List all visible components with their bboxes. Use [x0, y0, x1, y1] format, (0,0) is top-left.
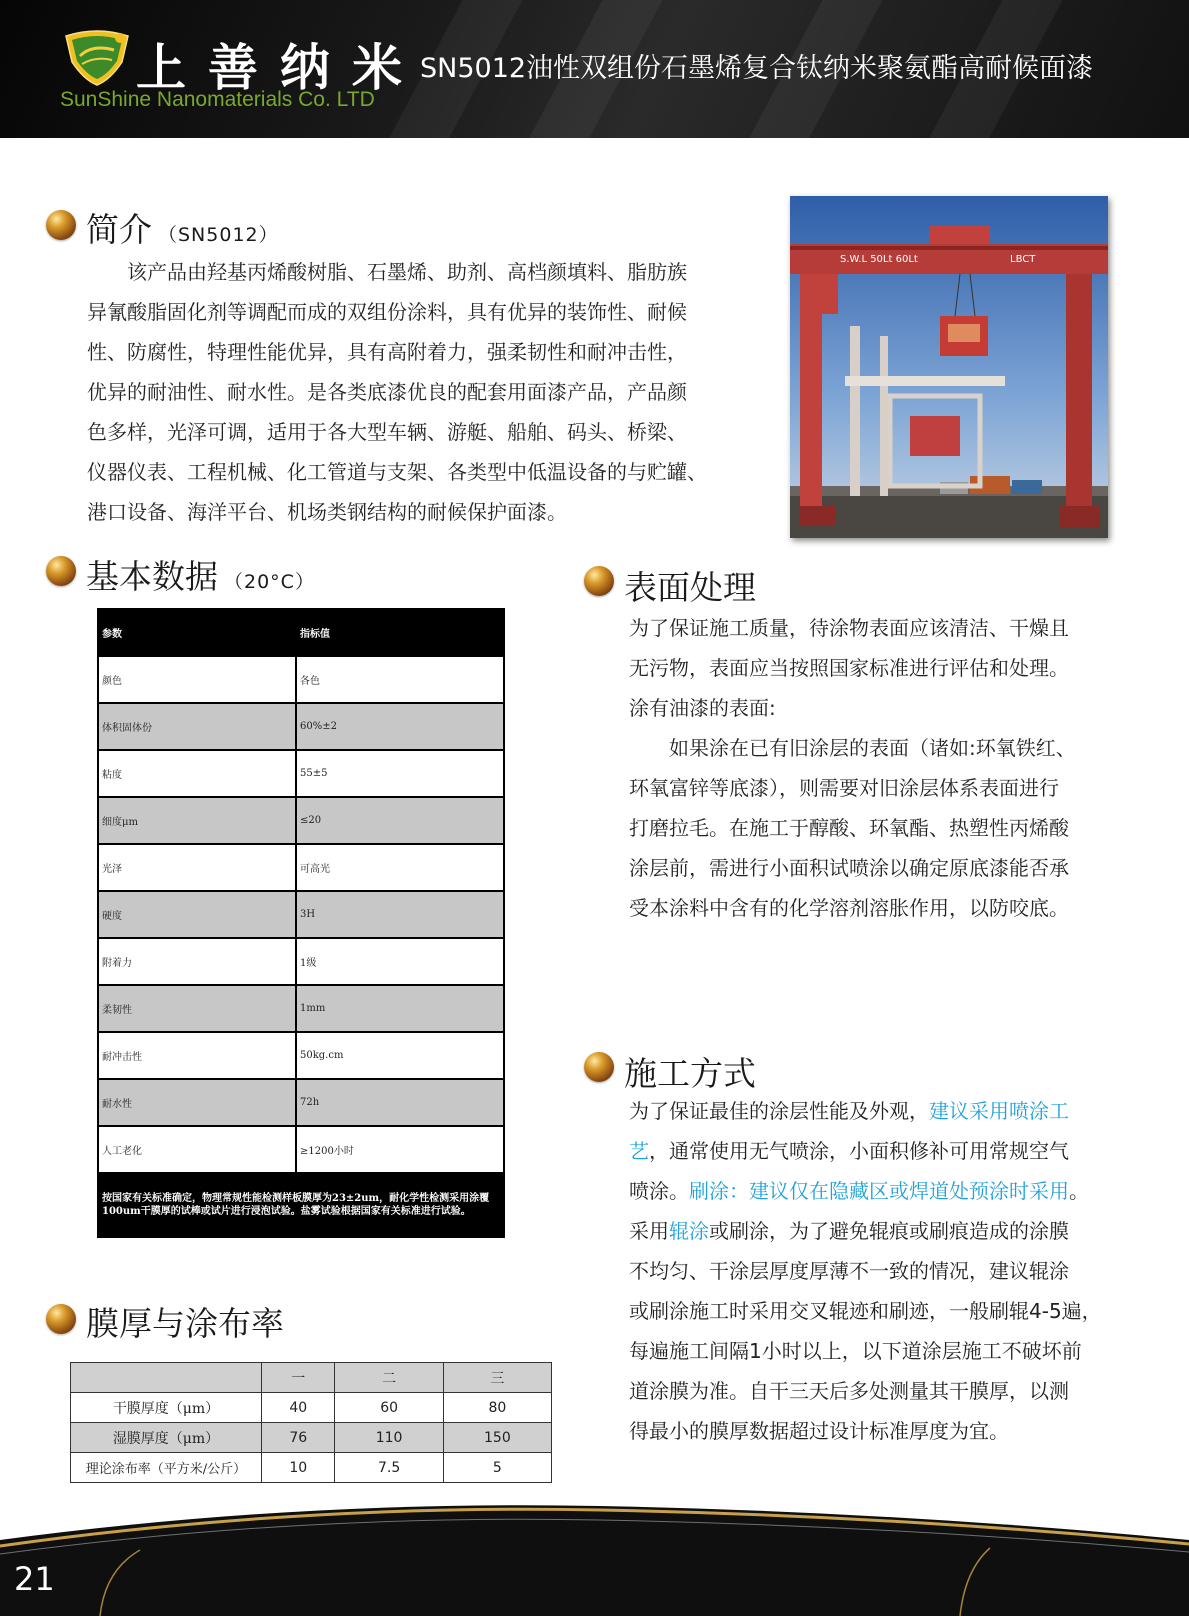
header-cell: 三 — [443, 1363, 551, 1393]
product-title: SN5012油性双组份石墨烯复合钛纳米聚氨酯高耐候面漆 — [420, 53, 1094, 84]
basic-temp: （20°C） — [224, 571, 315, 593]
value-cell: 110 — [335, 1423, 443, 1453]
value-cell: 5 — [443, 1453, 551, 1483]
surface-line: 受本涂料中含有的化学溶剂溶胀作用，以防咬底。 — [629, 896, 1069, 920]
table-row — [98, 1079, 504, 1126]
intro-line: 性、防腐性，特理性能优异，具有高附着力，强柔韧性和耐冲击性， — [87, 340, 687, 364]
value-cell: 10 — [262, 1453, 335, 1483]
method-line: 道涂膜为准。自干三天后多处测量其干膜厚，以测 — [629, 1379, 1069, 1403]
intro-line: 异氰酸脂固化剂等调配而成的双组份涂料，具有优异的装饰性、耐候 — [87, 300, 687, 324]
value-cell: 72h — [296, 1079, 504, 1126]
gold-bullet-icon — [46, 1304, 76, 1334]
param-cell: 耐冲击性 — [98, 1032, 296, 1079]
row-label: 湿膜厚度（μm） — [71, 1423, 262, 1453]
table-row — [71, 1393, 552, 1423]
table-row — [98, 703, 504, 750]
value-cell: 55±5 — [296, 750, 504, 797]
row-label: 干膜厚度（μm） — [71, 1393, 262, 1423]
param-cell: 细度μm — [98, 797, 296, 844]
value-cell: 可高光 — [296, 844, 504, 891]
surface-line: 如果涂在已有旧涂层的表面（诸如:环氧铁红、 — [629, 736, 1076, 760]
method-text: ，通常使用无气喷涂，小面积修补可用常规空气 — [649, 1139, 1069, 1163]
value-cell: 80 — [443, 1393, 551, 1423]
method-line — [629, 1211, 1129, 1251]
param-cell: 耐水性 — [98, 1079, 296, 1126]
param-cell: 人工老化 — [98, 1126, 296, 1173]
value-cell: 150 — [443, 1423, 551, 1453]
surface-paragraph — [629, 608, 1129, 928]
method-text: 或刷涂，为了避免辊痕或刷痕造成的涂膜 — [709, 1219, 1069, 1243]
param-cell: 颜色 — [98, 656, 296, 703]
method-highlight: 辊涂 — [669, 1219, 709, 1243]
brand-name-cn: 上善纳米 — [136, 38, 424, 97]
method-paragraph — [629, 1091, 1129, 1451]
film-title: 膜厚与涂布率 — [86, 1304, 284, 1343]
gold-bullet-icon — [46, 556, 76, 586]
method-text: 喷涂。 — [629, 1179, 689, 1203]
table-row — [98, 656, 504, 703]
header-cell: 二 — [335, 1363, 443, 1393]
value-cell: 7.5 — [335, 1453, 443, 1483]
param-cell: 柔韧性 — [98, 985, 296, 1032]
method-highlight: 艺 — [629, 1139, 649, 1163]
header-bar — [0, 0, 1189, 138]
value-cell: 60%±2 — [296, 703, 504, 750]
basic-heading — [86, 551, 315, 598]
brand-name-en: SunShine Nanomaterials Co. LTD — [60, 88, 375, 111]
param-cell: 粘度 — [98, 750, 296, 797]
method-title: 施工方式 — [624, 1054, 756, 1093]
value-cell: 60 — [335, 1393, 443, 1423]
table-row — [98, 891, 504, 938]
row-label: 理论涂布率（平方米/公斤） — [71, 1453, 262, 1483]
table-row — [98, 1126, 504, 1173]
port-crane-photo — [790, 196, 1108, 538]
svg-text:S.W.L 50Lt 60Lt: S.W.L 50Lt 60Lt — [840, 254, 918, 265]
intro-code: （SN5012） — [158, 224, 279, 246]
value-cell: 50kg.cm — [296, 1032, 504, 1079]
value-cell: 1级 — [296, 938, 504, 985]
header-cell — [71, 1363, 262, 1393]
intro-line: 该产品由羟基丙烯酸树脂、石墨烯、助剂、高档颜填料、脂肪族 — [87, 260, 687, 284]
intro-line: 港口设备、海洋平台、机场类钢结构的耐候保护面漆。 — [87, 500, 567, 524]
shield-logo-icon — [62, 28, 132, 86]
table-note: 按国家有关标准确定，物理常规性能检测样板膜厚为23±2um，耐化学性检测采用涂覆100um干膜厚的试棒或试片进行浸泡试验。盐雾试验根据国家有关标准进行试验。 — [98, 1173, 504, 1237]
table-row — [98, 750, 504, 797]
intro-line: 色多样，光泽可调，适用于各大型车辆、游艇、船舶、码头、桥梁、 — [87, 420, 687, 444]
value-cell: 76 — [262, 1423, 335, 1453]
param-cell: 附着力 — [98, 938, 296, 985]
method-line: 或刷涂施工时采用交叉辊迹和刷迹，一般刷辊4-5遍， — [629, 1299, 1102, 1323]
method-line: 每遍施工间隔1小时以上，以下道涂层施工不破坏前 — [629, 1339, 1082, 1363]
intro-paragraph — [87, 252, 767, 532]
header-cell: 参数 — [98, 609, 296, 656]
method-line — [629, 1171, 1129, 1211]
table-row — [98, 797, 504, 844]
table-row — [98, 844, 504, 891]
method-text: 为了保证最佳的涂层性能及外观， — [629, 1099, 929, 1123]
svg-text:LBCT: LBCT — [1010, 254, 1036, 265]
value-cell: ≥1200小时 — [296, 1126, 504, 1173]
intro-line: 仪器仪表、工程机械、化工管道与支架、各类型中低温设备的与贮罐、 — [87, 460, 707, 484]
value-cell: 各色 — [296, 656, 504, 703]
surface-line: 无污物，表面应当按照国家标准进行评估和处理。 — [629, 656, 1069, 680]
param-cell: 光泽 — [98, 844, 296, 891]
value-cell: 1mm — [296, 985, 504, 1032]
crane-illustration — [790, 196, 1108, 538]
method-highlight: 建议采用喷涂工 — [929, 1099, 1069, 1123]
surface-line: 打磨拉毛。在施工于醇酸、环氧酯、热塑性丙烯酸 — [629, 816, 1069, 840]
value-cell: ≤20 — [296, 797, 504, 844]
intro-line: 优异的耐油性、耐水性。是各类底漆优良的配套用面漆产品，产品颜 — [87, 380, 687, 404]
table-row — [98, 938, 504, 985]
gold-bullet-icon — [584, 1052, 614, 1082]
surface-line: 涂有油漆的表面: — [629, 696, 776, 720]
intro-heading — [86, 204, 279, 251]
method-highlight: 刷涂：建议仅在隐藏区或焊道处预涂时采用 — [689, 1179, 1069, 1203]
surface-line: 环氧富锌等底漆），则需要对旧涂层体系表面进行 — [629, 776, 1059, 800]
method-text: 采用 — [629, 1219, 669, 1243]
header-cell: 指标值 — [296, 609, 504, 656]
surface-line: 涂层前，需进行小面积试喷涂以确定原底漆能否承 — [629, 856, 1069, 880]
method-text: 。 — [1069, 1179, 1089, 1203]
footer-wave — [0, 1500, 1189, 1616]
table-header-row — [98, 609, 504, 656]
page-number: 21 — [14, 1560, 55, 1598]
table-header-row — [71, 1363, 552, 1393]
table-note-row — [98, 1173, 504, 1237]
method-line — [629, 1131, 1129, 1171]
table-row — [98, 985, 504, 1032]
spec-table — [97, 608, 505, 1238]
value-cell: 40 — [262, 1393, 335, 1423]
gold-bullet-icon — [584, 566, 614, 596]
param-cell: 硬度 — [98, 891, 296, 938]
intro-title: 简介 — [86, 210, 152, 249]
table-row — [71, 1423, 552, 1453]
surface-title: 表面处理 — [624, 568, 756, 607]
method-line: 不均匀、干涂层厚度厚薄不一致的情况，建议辊涂 — [629, 1259, 1069, 1283]
table-row — [71, 1453, 552, 1483]
param-cell: 体积固体份 — [98, 703, 296, 750]
film-table — [70, 1362, 552, 1483]
header-cell: 一 — [262, 1363, 335, 1393]
method-line — [629, 1091, 1129, 1131]
surface-line: 为了保证施工质量，待涂物表面应该清洁、干燥且 — [629, 616, 1069, 640]
basic-title: 基本数据 — [86, 557, 218, 596]
gold-bullet-icon — [46, 210, 76, 240]
table-row — [98, 1032, 504, 1079]
value-cell: 3H — [296, 891, 504, 938]
method-line: 得最小的膜厚数据超过设计标准厚度为宜。 — [629, 1419, 1009, 1443]
